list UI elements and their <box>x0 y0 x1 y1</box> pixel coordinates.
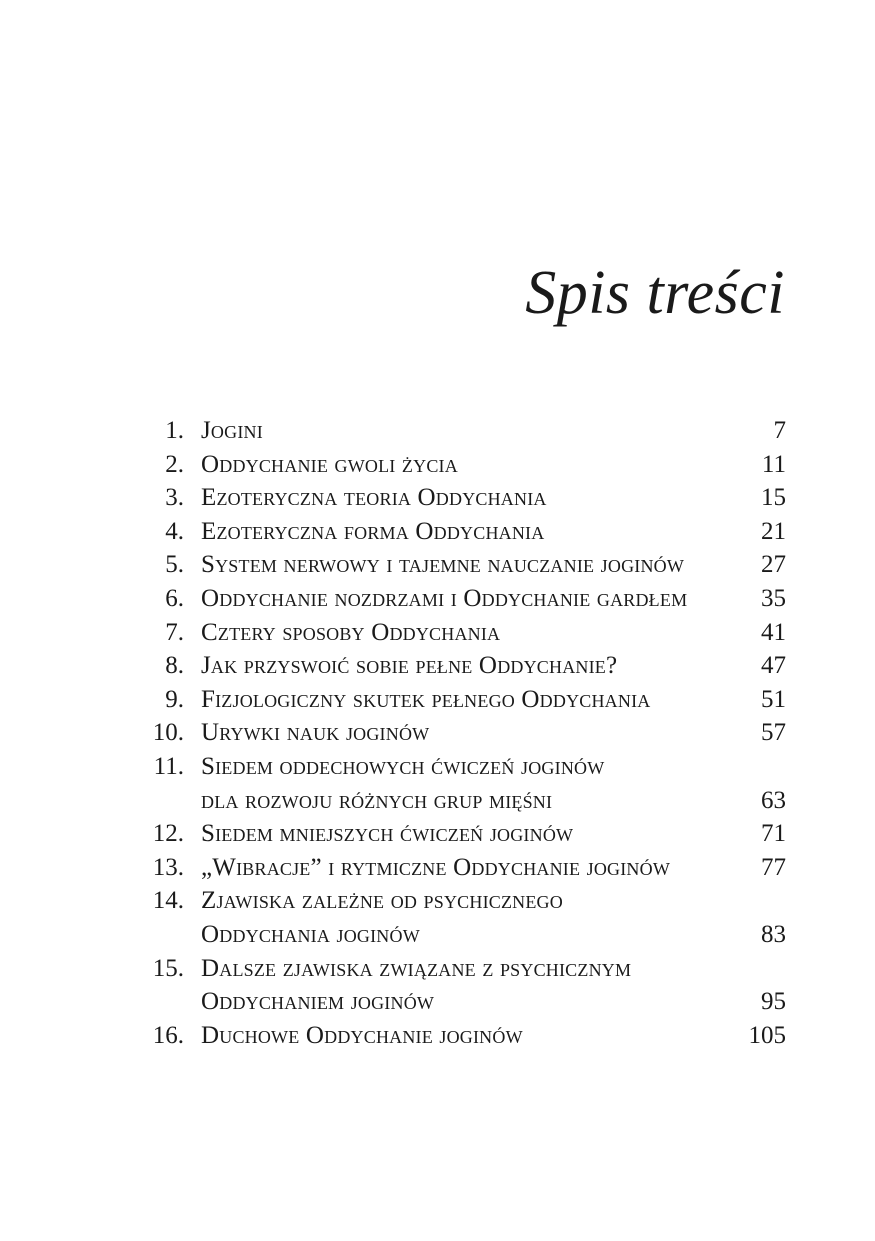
toc-line <box>140 515 786 549</box>
toc-entry <box>140 515 786 549</box>
chapter-title: Oddychania joginów <box>201 920 420 948</box>
toc-entry <box>140 750 786 817</box>
toc-line <box>140 683 786 717</box>
chapter-title: Siedem mniejszych ćwiczeń joginów <box>201 820 574 848</box>
toc-line <box>140 985 786 1019</box>
page-number: 63 <box>761 786 786 814</box>
page-number: 15 <box>761 484 786 512</box>
chapter-title: Oddychanie nozdrzami i Oddychanie gardłem <box>201 584 688 612</box>
toc-entry <box>140 884 786 951</box>
toc-line <box>140 716 786 750</box>
toc-line <box>140 582 786 616</box>
page-number: 41 <box>761 618 786 646</box>
toc-line <box>140 784 786 818</box>
toc-entry <box>140 952 786 1019</box>
toc-entry <box>140 683 786 717</box>
chapter-number: 3. <box>165 484 184 512</box>
chapter-number: 6. <box>165 584 184 612</box>
toc-line <box>140 548 786 582</box>
toc-entry <box>140 851 786 885</box>
page-title: Spis treści <box>525 259 785 327</box>
chapter-number: 2. <box>165 450 184 478</box>
table-of-contents <box>140 414 786 1052</box>
toc-entry <box>140 582 786 616</box>
toc-entry <box>140 414 786 448</box>
chapter-title: Zjawiska zależne od psychicznego <box>201 887 563 915</box>
chapter-title: Duchowe Oddychanie joginów <box>201 1021 523 1049</box>
toc-line <box>140 616 786 650</box>
toc-line <box>140 414 786 448</box>
page-number: 95 <box>761 988 786 1016</box>
chapter-number: 10. <box>152 719 184 747</box>
chapter-number: 8. <box>165 652 184 680</box>
chapter-number: 13. <box>152 853 184 881</box>
page-number: 77 <box>761 853 786 881</box>
toc-entry <box>140 716 786 750</box>
chapter-title: Jogini <box>201 417 263 444</box>
page-number: 21 <box>761 517 786 545</box>
chapter-title: Dalsze zjawiska związane z psychicznym <box>201 954 632 982</box>
chapter-number: 14. <box>152 887 184 915</box>
toc-line <box>140 750 786 784</box>
toc-line <box>140 884 786 918</box>
chapter-number: 11. <box>153 752 184 780</box>
toc-entry <box>140 1019 786 1053</box>
toc-entry <box>140 481 786 515</box>
chapter-title: System nerwowy i tajemne nauczanie joginów <box>201 551 685 579</box>
chapter-title: Cztery sposoby Oddychania <box>201 618 501 646</box>
chapter-number: 12. <box>152 820 184 848</box>
toc-line <box>140 448 786 482</box>
toc-line <box>140 817 786 851</box>
page-number: 35 <box>761 584 786 612</box>
chapter-title: Urywki nauk joginów <box>201 719 430 747</box>
toc-line <box>140 481 786 515</box>
chapter-title: Fizjologiczny skutek pełnego Oddychania <box>201 685 651 713</box>
chapter-title: Ezoteryczna forma Oddychania <box>201 517 545 545</box>
page-number: 47 <box>761 652 786 680</box>
page-number: 83 <box>761 920 786 948</box>
toc-line <box>140 1019 786 1053</box>
chapter-title: dla rozwoju różnych grup mięśni <box>201 786 553 814</box>
toc-entry <box>140 649 786 683</box>
toc-entry <box>140 548 786 582</box>
toc-line <box>140 918 786 952</box>
chapter-number: 5. <box>165 551 184 579</box>
toc-line <box>140 851 786 885</box>
page-number: 105 <box>748 1021 786 1049</box>
toc-entry <box>140 817 786 851</box>
toc-entry <box>140 616 786 650</box>
chapter-number: 4. <box>165 517 184 545</box>
toc-entry <box>140 448 786 482</box>
toc-line <box>140 952 786 986</box>
toc-line <box>140 649 786 683</box>
chapter-number: 15. <box>152 954 184 982</box>
page-number: 27 <box>761 551 786 579</box>
chapter-number: 1. <box>165 417 184 444</box>
chapter-title: Ezoteryczna teoria Oddychania <box>201 484 547 512</box>
page-number: 11 <box>761 450 786 478</box>
page-number: 71 <box>761 820 786 848</box>
page-number: 51 <box>761 685 786 713</box>
chapter-title: Oddychaniem joginów <box>201 988 435 1016</box>
chapter-title: Oddychanie gwoli życia <box>201 450 458 478</box>
page-number: 57 <box>761 719 786 747</box>
chapter-title: Jak przyswoić sobie pełne Oddychanie? <box>201 652 618 680</box>
chapter-title: Siedem oddechowych ćwiczeń joginów <box>201 752 605 780</box>
chapter-number: 9. <box>165 685 184 713</box>
chapter-number: 7. <box>165 618 184 646</box>
chapter-title: „Wibracje” i rytmiczne Oddychanie joginów <box>201 853 671 881</box>
page-number: 7 <box>773 417 786 444</box>
chapter-number: 16. <box>152 1021 184 1049</box>
